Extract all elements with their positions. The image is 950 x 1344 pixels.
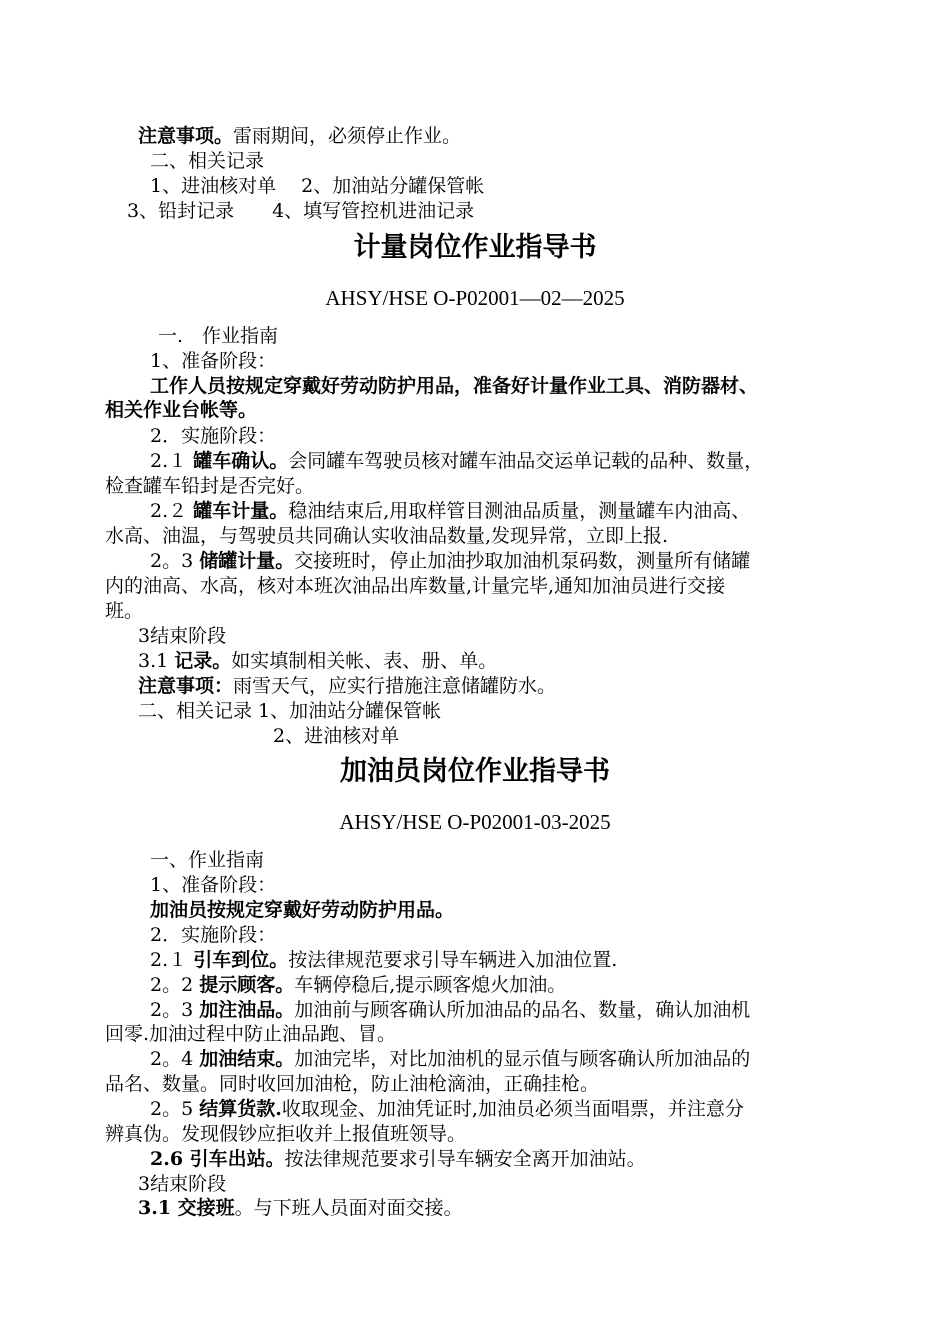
records-row: 3、铅封记录 4、填写管控机进油记录 [127,200,475,222]
step-number: 2.２ [150,500,188,522]
step-text: 收取现金、加油凭证时,加油员必须当面唱票，并注意分 [281,1098,744,1120]
prep-heading: 1、准备阶段： [150,350,277,372]
document-code: AHSY/HSE O-P02001—02—2025 [325,286,625,310]
step-label: 储罐计量。 [199,550,295,572]
step-text: 加油前与顾客确认所加油品的品名、数量，确认加油机 [294,999,751,1021]
step-label: 引车到位。 [193,949,289,971]
records-heading: 二、相关记录 [150,150,265,172]
notice-text: 雷雨期间，必须停止作业。 [233,125,462,147]
prep-text: 加油员按规定穿戴好劳动防护用品。 [150,899,455,921]
section-title: 加油员岗位作业指导书 [340,756,610,787]
records-row: 2、进油核对单 [273,725,400,747]
step-2-1 [150,449,763,473]
step-number: 2。5 [150,1098,194,1120]
step-2-4 [150,1047,750,1071]
step-number: 2。4 [150,1048,194,1070]
impl-heading: 2．实施阶段： [150,425,277,447]
step-2-2 [150,973,566,997]
step-text: 车辆停稳后,提示顾客熄火加油。 [294,974,567,996]
impl-heading: 2．实施阶段： [150,924,277,946]
step-number: 2.１ [150,949,188,971]
step-text: 检查罐车铅封是否完好。 [105,475,315,497]
step-text: 交接班时，停止加油抄取加油机泵码数，测量所有储罐 [294,550,751,572]
step-text: 回零.加油过程中防止油品跑、冒。 [105,1023,397,1045]
step-text: 按法律规范要求引导车辆进入加油位置. [288,949,618,971]
section-title: 计量岗位作业指导书 [353,232,597,263]
step-label: 加油结束。 [199,1048,295,1070]
records-row: 1、进油核对单 2、加油站分罐保管帐 [150,175,485,197]
step-label: 罐车计量。 [193,500,289,522]
step-text: 。与下班人员面对面交接。 [234,1197,463,1219]
step-number: 2。3 [150,550,194,572]
step-2-3 [150,998,750,1022]
step-2-1 [150,948,617,972]
step-text: 如实填制相关帐、表、册、单。 [231,650,498,672]
document-code: AHSY/HSE O-P02001-03-2025 [339,810,611,834]
step-label: 记录。 [174,650,232,672]
step-number: 3.1 [138,650,169,672]
notice-line [138,674,556,698]
step-text: 会同罐车驾驶员核对罐车油品交运单记载的品种、数量， [288,450,764,472]
guide-heading: 一. 作业指南 [158,325,279,347]
step-3-1 [138,649,497,673]
step-3-1 [138,1196,463,1220]
notice-line [138,124,461,148]
step-text: 加油完毕，对比加油机的显示值与顾客确认所加油品的 [294,1048,751,1070]
step-2-3 [150,549,750,573]
step-label: 加注油品。 [199,999,295,1021]
end-heading: 3结束阶段 [138,625,227,647]
step-text: 品名、数量。同时收回加油枪，防止油枪滴油，正确挂枪。 [105,1073,600,1095]
step-text: 班。 [105,600,144,622]
notice-text: 雨雪天气，应实行措施注意储罐防水。 [233,675,557,697]
notice-label: 注意事项。 [138,125,234,147]
step-number: 2。3 [150,999,194,1021]
prep-text: 相关作业台帐等。 [105,399,258,421]
step-2-2 [150,499,750,523]
prep-text: 工作人员按规定穿戴好劳动防护用品，准备好计量作业工具、消防器材、 [150,375,759,397]
guide-heading: 一、作业指南 [150,849,265,871]
step-text: 内的油高、水高，核对本班次油品出库数量,计量完毕,通知加油员进行交接 [105,575,726,597]
notice-label: 注意事项： [138,675,234,697]
end-heading: 3结束阶段 [138,1173,227,1195]
step-label: 提示顾客。 [199,974,295,996]
step-text: 稳油结束后,用取样管目测油品质量，测量罐车内油高、 [288,500,751,522]
step-number: 2。2 [150,974,194,996]
step-label: 结算货款. [199,1098,282,1120]
step-label: 罐车确认。 [193,450,289,472]
step-number: 2.１ [150,450,188,472]
step-text: 水高、油温，与驾驶员共同确认实收油品数量,发现异常，立即上报. [105,525,669,547]
step-2-5 [150,1097,744,1121]
records-heading: 二、相关记录 1、加油站分罐保管帐 [138,700,442,722]
prep-heading: 1、准备阶段： [150,874,277,896]
step-text: 按法律规范要求引导车辆安全离开加油站。 [284,1148,646,1170]
step-text: 辨真伪。发现假钞应拒收并上报值班领导。 [105,1123,467,1145]
step-2-6 [150,1147,646,1171]
step-label: 3.1 交接班 [138,1197,235,1219]
step-label: 2.6 引车出站。 [150,1148,285,1170]
